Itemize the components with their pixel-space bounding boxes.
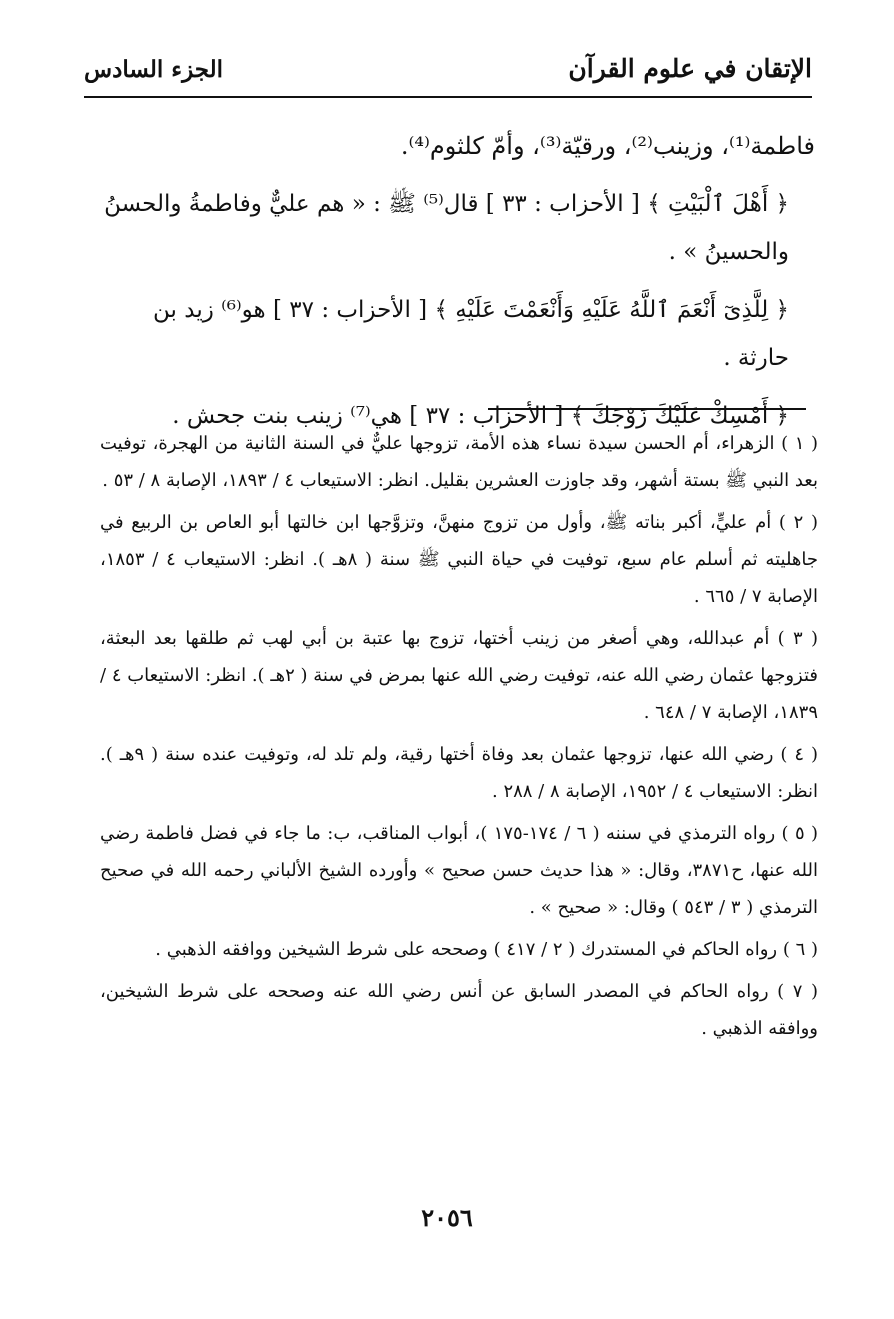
footnote-3: ( ٣ ) أم عبدالله، وهي أصغر من زينب أختها، تزوج بها عتبة بن أبي لهب ثم طلقها بعد البعثة، فتزوجها عثمان رضي الله عنه، توفيت رضي الله عنها بمرض في سنة ( ٢هـ ). انظر: الاستيعاب ٤ / ١٨٣٩، الإصابة ٧ / ٦٤٨ . <box>100 628 818 723</box>
part-label: الجزء السادس <box>84 56 223 83</box>
body-line-3: ﴿ لِلَّذِىٓ أَنْعَمَ ٱللَّهُ عَلَيْهِ وَأَنْعَمْتَ عَلَيْهِ ﴾ [ الأحزاب : ٣٧ ] هو⁽⁶⁾ زيد بن حارثة . <box>153 297 789 371</box>
footnote-2: ( ٢ ) أم عليٍّ، أكبر بناته ﷺ، وأول من تزوج منهنَّ، وتزوَّجها ابن خالتها أبو العاص بن الربيع في جاهليته ثم أسلم عام سبع، توفيت في حياة النبي ﷺ سنة ( ٨هـ ). انظر: الاستيعاب ٤ / ١٨٥٣، الإصابة ٧ / ٦٦٥ . <box>100 512 819 607</box>
main-text <box>100 122 815 440</box>
body-line-2: ﴿ أَهْلَ ٱلْبَيْتِ ﴾ [ الأحزاب : ٣٣ ] قال⁽⁵⁾ ﷺ : « هم عليٌّ وفاطمةُ والحسنُ والحسينُ » . <box>104 191 789 265</box>
book-title: الإتقان في علوم القرآن <box>568 54 812 83</box>
page-number: ٢٠٥٦ <box>421 1203 473 1232</box>
header-rule <box>84 96 812 98</box>
body-line-4: ﴿ أَمْسِكْ عَلَيْكَ زَوْجَكَ ﴾ [ الأحزاب : ٣٧ ] هي⁽⁷⁾ زينب بنت جحش . <box>172 403 789 429</box>
body-line-1: فاطمة⁽¹⁾، وزينب⁽²⁾، ورقيّة⁽³⁾، وأمّ كلثوم⁽⁴⁾. <box>400 132 815 160</box>
footnote-7: ( ٧ ) رواه الحاكم في المصدر السابق عن أنس رضي الله عنه وصححه على شرط الشيخين، ووافقه الذهبي . <box>100 981 818 1039</box>
footnote-4: ( ٤ ) رضي الله عنها، تزوجها عثمان بعد وفاة أختها رقية، ولم تلد له، وتوفيت عنده سنة ( ٩هـ ). انظر: الاستيعاب ٤ / ١٩٥٢، الإصابة ٨ / ٢٨٨ . <box>100 744 818 802</box>
footnote-1: ( ١ ) الزهراء، أم الحسن سيدة نساء هذه الأمة، تزوجها عليٌّ في السنة الثانية من الهجرة، توفيت بعد النبي ﷺ بستة أشهر، وقد جاوزت العشرين بقليل. انظر: الاستيعاب ٤ / ١٨٩٣، الإصابة ٨ / ٥٣ . <box>100 433 819 491</box>
running-header <box>84 48 812 92</box>
footnote-5: ( ٥ ) رواه الترمذي في سننه ( ٦ / ١٧٤-١٧٥ )، أبواب المناقب، ب: ما جاء في فضل فاطمة رضي الله عنها، ح٣٨٧١، وقال: « هذا حديث حسن صحيح » وأورده الشيخ الألباني رحمه الله في صحيح الترمذي ( ٣ / ٥٤٣ ) وقال: « صحيح » . <box>100 823 819 918</box>
footnote-6: ( ٦ ) رواه الحاكم في المستدرك ( ٢ / ٤١٧ ) وصححه على شرط الشيخين ووافقه الذهبي . <box>155 939 818 960</box>
footnote-rule <box>488 408 806 410</box>
footnotes <box>100 425 818 1052</box>
